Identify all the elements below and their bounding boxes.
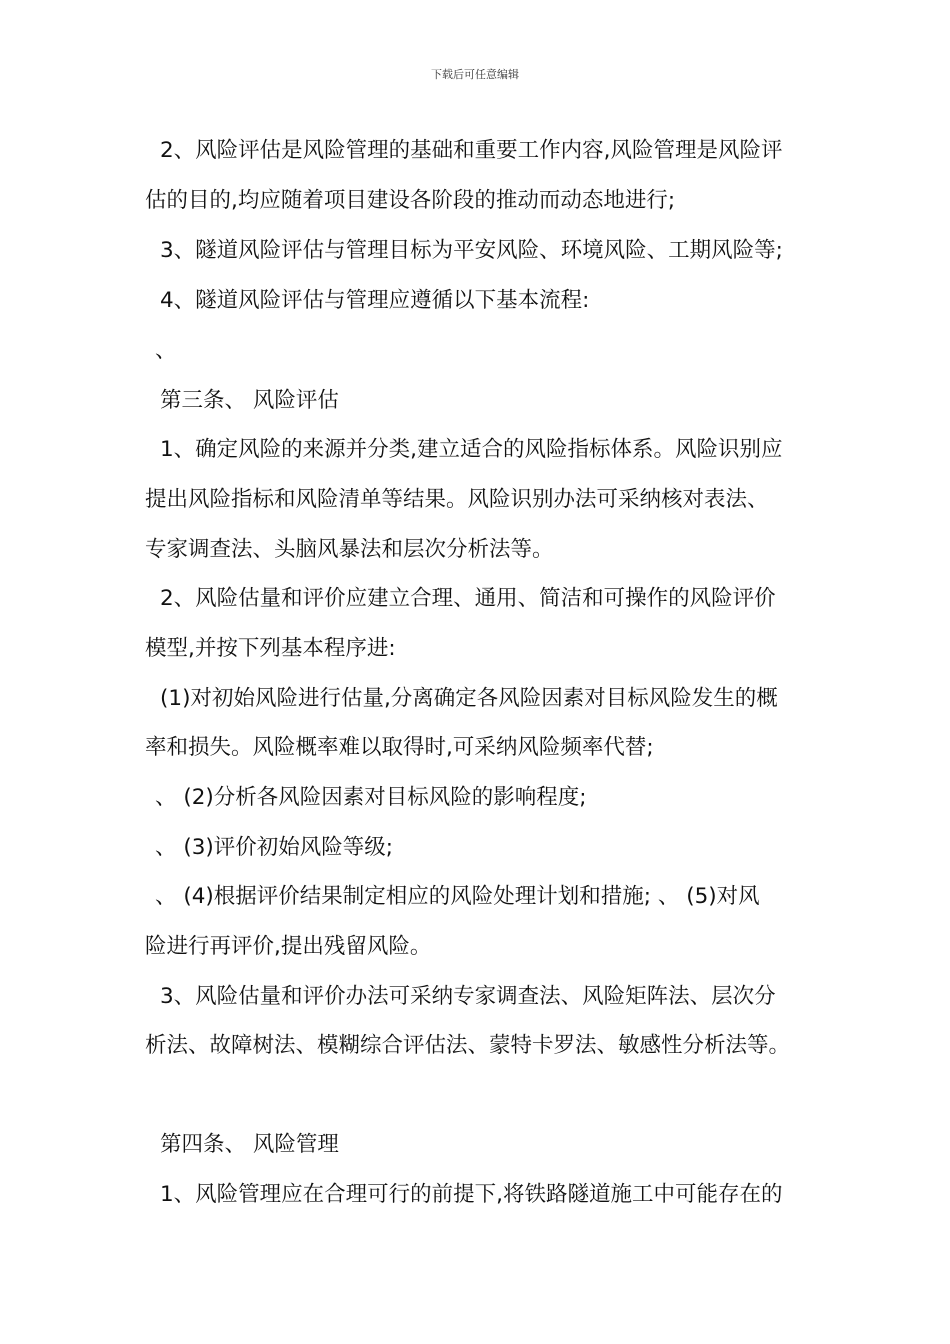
text-line: 、 [155, 338, 177, 363]
text-line: 2、风险估量和评价应建立合理、通用、简洁和可操作的风险评价 [160, 586, 776, 611]
text-line: 、 (3)评价初始风险等级; [155, 835, 394, 860]
text-line: 专家调查法、头脑风暴法和层次分析法等。 [145, 537, 554, 562]
text-line: 2、风险评估是风险管理的基础和重要工作内容,风险管理是风险评 [160, 138, 783, 163]
text-line: 、 (2)分析各风险因素对目标风险的影响程度; [155, 785, 587, 810]
text-line: 险进行再评价,提出残留风险。 [145, 934, 432, 959]
text-line: 3、风险估量和评价办法可采纳专家调查法、风险矩阵法、层次分 [160, 984, 776, 1009]
text-line: 1、确定风险的来源并分类,建立适合的风险指标体系。风险识别应 [160, 437, 783, 462]
text-line: 模型,并按下列基本程序进: [145, 636, 396, 661]
text-line: 估的目的,均应随着项目建设各阶段的推动而动态地进行; [145, 188, 676, 213]
text-line: 提出风险指标和风险清单等结果。风险识别办法可采纳核对表法、 [145, 487, 769, 512]
text-line: 1、风险管理应在合理可行的前提下,将铁路隧道施工中可能存在的 [160, 1182, 783, 1207]
text-line: 率和损失。风险概率难以取得时,可采纳风险频率代替; [145, 735, 654, 760]
section-heading: 第四条、 风险管理 [160, 1132, 339, 1157]
page-header: 下载后可任意编辑 [431, 68, 519, 81]
text-line: 、 (4)根据评价结果制定相应的风险处理计划和措施; 、 (5)对风 [155, 884, 760, 909]
text-line: 析法、故障树法、模糊综合评估法、蒙特卡罗法、敏感性分析法等。 [145, 1033, 791, 1058]
section-heading: 第三条、 风险评估 [160, 388, 339, 413]
text-line: 4、隧道风险评估与管理应遵循以下基本流程: [160, 288, 590, 313]
text-line: (1)对初始风险进行估量,分离确定各风险因素对目标风险发生的概 [160, 686, 778, 711]
text-line: 3、隧道风险评估与管理目标为平安风险、环境风险、工期风险等; [160, 238, 783, 263]
